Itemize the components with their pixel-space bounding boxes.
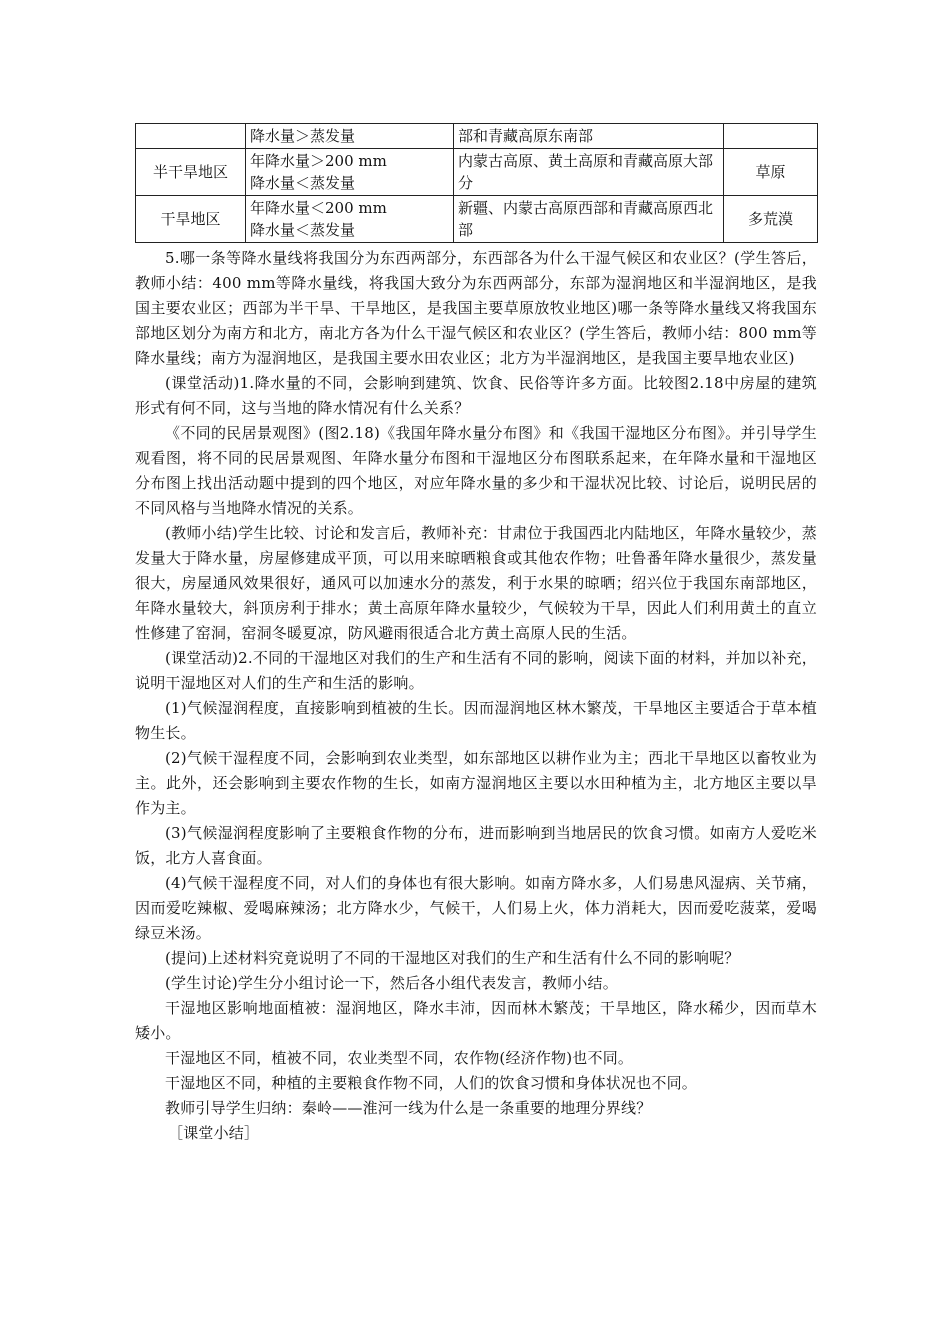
precip-line: 降水量＞蒸发量	[250, 127, 356, 145]
paragraph: 教师引导学生归纳：秦岭——淮河一线为什么是一条重要的地理分界线？	[165, 1099, 652, 1117]
location-cell: 新疆、内蒙古高原西部和青藏高原西北部	[454, 196, 724, 243]
region-cell: 半干旱地区	[136, 149, 246, 196]
section-heading: ［课堂小结］	[168, 1124, 260, 1142]
region-cell: 干旱地区	[136, 196, 246, 243]
precip-cell	[246, 149, 454, 196]
vegetation-cell: 草原	[724, 149, 818, 196]
paragraph: (提问)上述材料究竟说明了不同的干湿地区对我们的生产和生活有什么不同的影响呢？	[165, 949, 740, 967]
lesson-body	[135, 246, 817, 1146]
precip-line: 降水量＜蒸发量	[250, 174, 356, 192]
paragraph: 干湿地区不同，种植的主要粮食作物不同，人们的饮食习惯和身体状况也不同。	[165, 1074, 698, 1092]
vegetation-cell: 多荒漠	[724, 196, 818, 243]
paragraph: 5.哪一条等降水量线将我国分为东西两部分，东西部各为什么干湿气候区和农业区？(学生答后，教师小结：400 mm等降水量线，将我国大致分为东西两部分，东部为湿润地区和半湿润地区，是我国主要农业区；西部为半干旱、干旱地区，是我国主要草原放牧业地区)哪一条等降水量线又将我国东部地区划分为南方和北方，南北方各为什么干湿气候区和农业区？(学生答后，教师小结：800 mm等降水量线；南方为湿润地区，是我国主要水田农业区；北方为半湿润地区，是我国主要旱地农业区)	[135, 249, 817, 367]
climate-table	[135, 123, 818, 243]
paragraph: (课堂活动)1.降水量的不同，会影响到建筑、饮食、民俗等许多方面。比较图2.18中房屋的建筑形式有何不同，这与当地的降水情况有什么关系？	[135, 374, 817, 417]
paragraph: (1)气候湿润程度，直接影响到植被的生长。因而湿润地区林木繁茂，干旱地区主要适合于草本植物生长。	[135, 699, 817, 742]
precip-line: 降水量＜蒸发量	[250, 221, 356, 239]
paragraph: (3)气候湿润程度影响了主要粮食作物的分布，进而影响到当地居民的饮食习惯。如南方人爱吃米饭，北方人喜食面。	[135, 824, 817, 867]
paragraph: 干湿地区不同，植被不同，农业类型不同，农作物(经济作物)也不同。	[165, 1049, 634, 1067]
precip-cell	[246, 196, 454, 243]
document-page	[135, 123, 817, 1146]
paragraph: (教师小结)学生比较、讨论和发言后，教师补充：甘肃位于我国西北内陆地区，年降水量较少，蒸发量大于降水量，房屋修建成平顶，可以用来晾晒粮食或其他农作物；吐鲁番年降水量很少，蒸发量很大，房屋通风效果很好，通风可以加速水分的蒸发，利于水果的晾晒；绍兴位于我国东南部地区，年降水量较大，斜顶房利于排水；黄土高原年降水量较少，气候较为干旱，因此人们利用黄土的直立性修建了窑洞，窑洞冬暖夏凉，防风避雨很适合北方黄土高原人民的生活。	[135, 524, 817, 642]
table-row	[136, 196, 818, 243]
table-row	[136, 149, 818, 196]
region-cell	[136, 124, 246, 149]
vegetation-cell	[724, 124, 818, 149]
paragraph: (学生讨论)学生分小组讨论一下，然后各小组代表发言，教师小结。	[165, 974, 618, 992]
paragraph: (4)气候干湿程度不同，对人们的身体也有很大影响。如南方降水多，人们易患风湿病、关节痛，因而爱吃辣椒、爱喝麻辣汤；北方降水少，气候干，人们易上火，体力消耗大，因而爱吃菠菜，爱喝绿豆米汤。	[135, 874, 817, 942]
paragraph: 《不同的民居景观图》(图2.18)《我国年降水量分布图》和《我国干湿地区分布图》。并引导学生观看图，将不同的民居景观图、年降水量分布图和干湿地区分布图联系起来，在年降水量和干湿地区分布图上找出活动题中提到的四个地区，对应年降水量的多少和干湿状况比较、讨论后，说明民居的不同风格与当地降水情况的关系。	[135, 424, 817, 517]
location-cell: 内蒙古高原、黄土高原和青藏高原大部分	[454, 149, 724, 196]
location-cell: 部和青藏高原东南部	[454, 124, 724, 149]
paragraph: (2)气候干湿程度不同，会影响到农业类型，如东部地区以耕作业为主；西北干旱地区以畜牧业为主。此外，还会影响到主要农作物的生长，如南方湿润地区主要以水田种植为主，北方地区主要以旱作为主。	[135, 749, 817, 817]
precip-line: 年降水量＜200 mm	[250, 199, 387, 217]
table-row	[136, 124, 818, 149]
precip-cell	[246, 124, 454, 149]
paragraph: (课堂活动)2.不同的干湿地区对我们的生产和生活有不同的影响，阅读下面的材料，并加以补充，说明干湿地区对人们的生产和生活的影响。	[135, 649, 817, 692]
precip-line: 年降水量＞200 mm	[250, 152, 387, 170]
paragraph: 干湿地区影响地面植被：湿润地区，降水丰沛，因而林木繁茂；干旱地区，降水稀少，因而草木矮小。	[135, 999, 817, 1042]
